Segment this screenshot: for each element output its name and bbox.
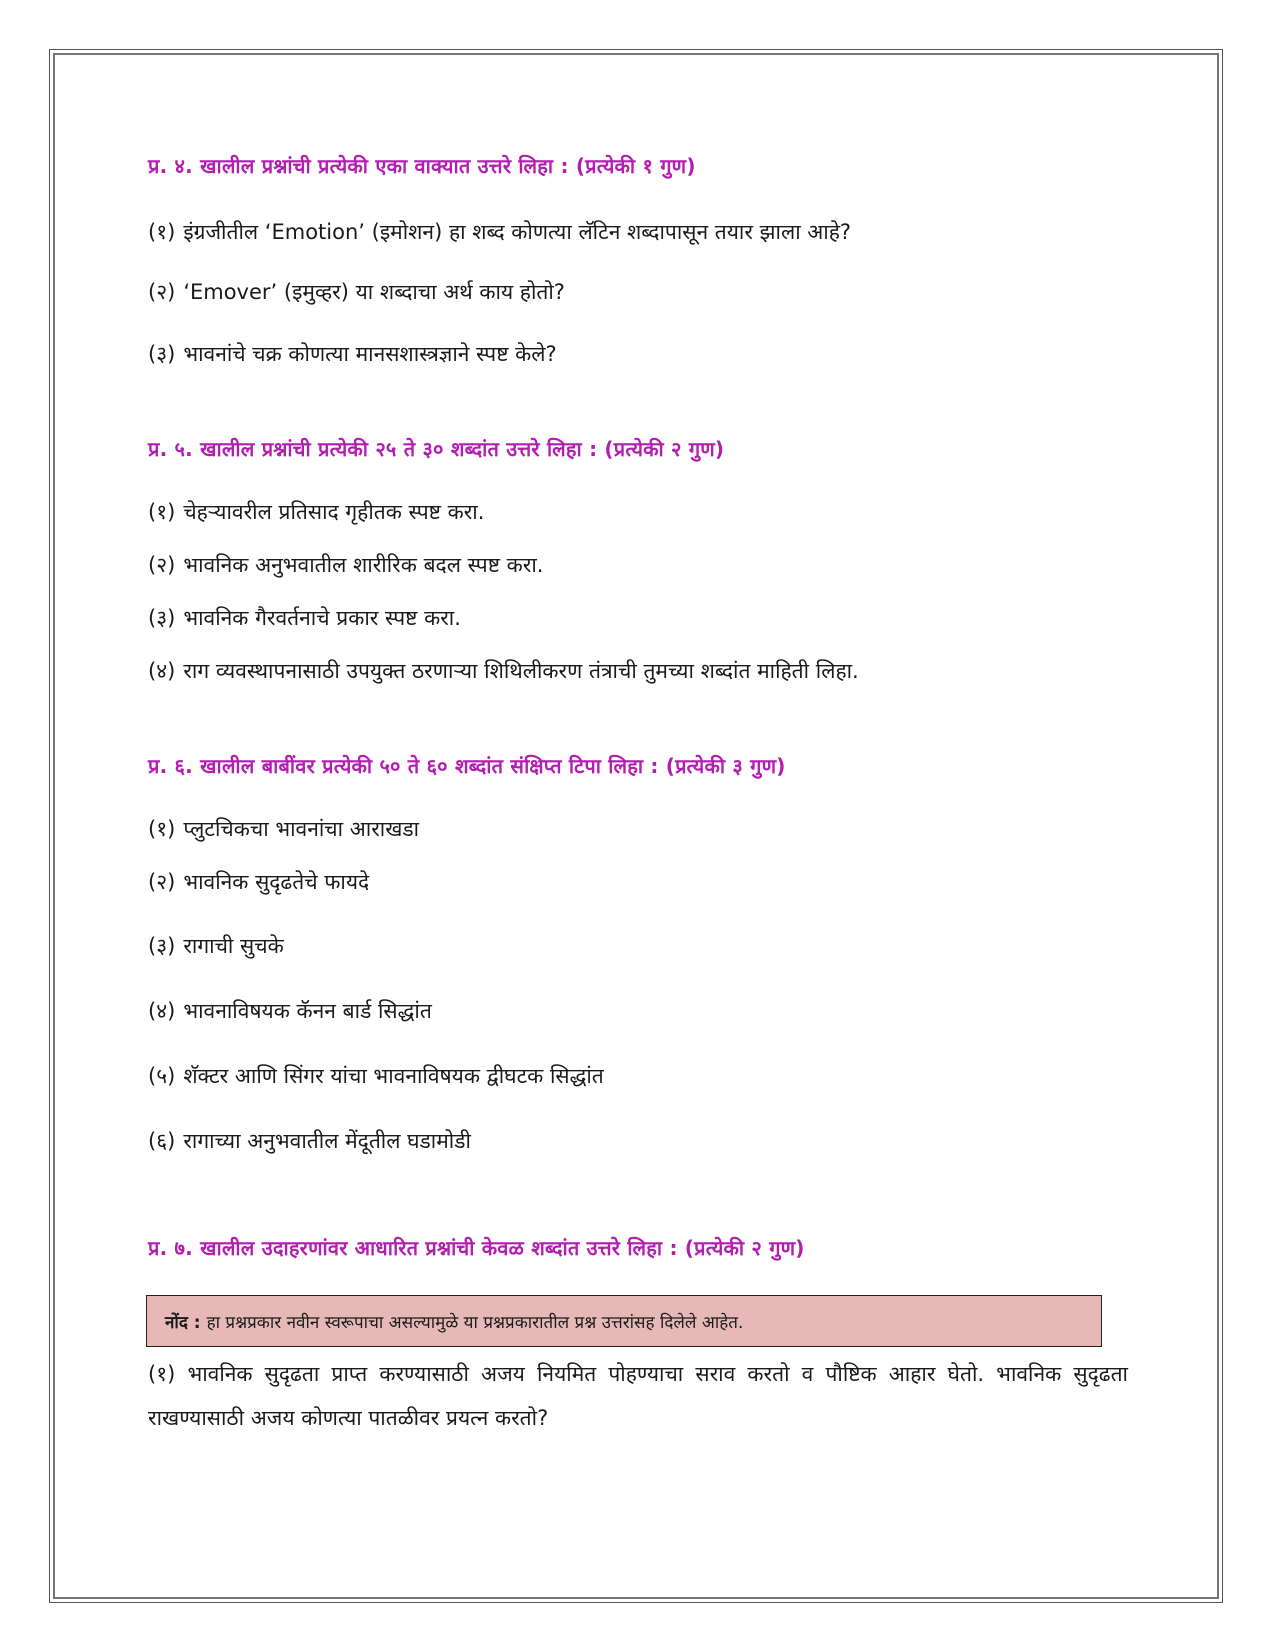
question-number: (६) xyxy=(148,1129,176,1153)
section-7-heading: प्र. ७. खालील उदाहरणांवर आधारित प्रश्नांची केवळ शब्दांत उत्तरे लिहा : (प्रत्येकी २ गुण) xyxy=(148,1236,805,1260)
question-text: रागाच्या अनुभवातील मेंदूतील घडामोडी xyxy=(183,1129,471,1153)
section-5-question-2 xyxy=(148,551,544,579)
note-label: नोंद : xyxy=(165,1312,201,1333)
question-text: शॅक्टर आणि सिंगर यांचा भावनाविषयक द्वीघटक सिद्धांत xyxy=(183,1064,604,1088)
section-5-question-3 xyxy=(148,604,461,632)
question-number: (५) xyxy=(148,1064,176,1088)
note-box xyxy=(146,1295,1102,1347)
question-number: (४) xyxy=(148,999,176,1023)
question-text: इंग्रजीतील ‘Emotion’ (इमोशन) हा शब्द कोणत्या लॅटिन शब्दापासून तयार झाला आहे? xyxy=(183,220,852,244)
question-text: प्लुटचिकचा भावनांचा आराखडा xyxy=(183,817,420,841)
question-number: (१) xyxy=(148,817,176,841)
note-text: हा प्रश्नप्रकार नवीन स्वरूपाचा असल्यामुळे या प्रश्नप्रकारातील प्रश्न उत्तरांसह दिलेले आहेत. xyxy=(206,1312,744,1333)
section-5-heading: प्र. ५. खालील प्रश्नांची प्रत्येकी २५ ते ३० शब्दांत उत्तरे लिहा : (प्रत्येकी २ गुण) xyxy=(148,437,725,461)
question-number: (२) xyxy=(148,870,176,894)
question-number: (१) xyxy=(148,1362,176,1386)
section-6-question-4 xyxy=(148,997,432,1025)
section-5-question-1 xyxy=(148,498,484,526)
question-number: (४) xyxy=(148,659,176,683)
section-7-question-1 xyxy=(148,1352,1128,1440)
section-4-question-1 xyxy=(148,218,851,246)
question-text: ‘Emover’ (इमुव्हर) या शब्दाचा अर्थ काय होतो? xyxy=(183,280,565,304)
question-text: भावनाविषयक कॅनन बार्ड सिद्धांत xyxy=(183,999,432,1023)
question-number: (२) xyxy=(148,553,176,577)
section-6-heading: प्र. ६. खालील बाबींवर प्रत्येकी ५० ते ६० शब्दांत संक्षिप्त टिपा लिहा : (प्रत्येकी ३ गुण) xyxy=(148,754,786,778)
question-number: (३) xyxy=(148,606,176,630)
section-5-question-4 xyxy=(148,657,859,685)
section-4-question-3 xyxy=(148,340,557,368)
question-text: भावनांचे चक्र कोणत्या मानसशास्त्रज्ञाने स्पष्ट केले? xyxy=(183,342,557,366)
question-text: भावनिक सुदृढता प्राप्त करण्यासाठी अजय नियमित पोहण्याचा सराव करतो व पौष्टिक आहार घेतो. भावनिक सुदृढता राखण्यासाठी अजय कोणत्या पातळीवर प्रयत्न करतो? xyxy=(148,1362,1128,1430)
question-text: रागाची सुचके xyxy=(183,934,284,958)
question-text: भावनिक गैरवर्तनाचे प्रकार स्पष्ट करा. xyxy=(183,606,461,630)
question-number: (१) xyxy=(148,220,176,244)
section-6-question-2 xyxy=(148,868,369,896)
question-number: (३) xyxy=(148,934,176,958)
section-4-heading: प्र. ४. खालील प्रश्नांची प्रत्येकी एका वाक्यात उत्तरे लिहा : (प्रत्येकी १ गुण) xyxy=(148,154,696,178)
section-6-question-5 xyxy=(148,1062,604,1090)
section-6-question-3 xyxy=(148,932,284,960)
question-number: (२) xyxy=(148,280,176,304)
question-text: राग व्यवस्थापनासाठी उपयुक्त ठरणाऱ्या शिथिलीकरण तंत्राची तुमच्या शब्दांत माहिती लिहा. xyxy=(183,659,859,683)
section-6-question-6 xyxy=(148,1127,471,1155)
question-text: चेहऱ्यावरील प्रतिसाद गृहीतक स्पष्ट करा. xyxy=(183,500,485,524)
section-6-question-1 xyxy=(148,815,419,843)
section-4-question-2 xyxy=(148,278,565,306)
question-number: (१) xyxy=(148,500,176,524)
question-text: भावनिक अनुभवातील शारीरिक बदल स्पष्ट करा. xyxy=(183,553,544,577)
question-number: (३) xyxy=(148,342,176,366)
question-text: भावनिक सुदृढतेचे फायदे xyxy=(183,870,370,894)
